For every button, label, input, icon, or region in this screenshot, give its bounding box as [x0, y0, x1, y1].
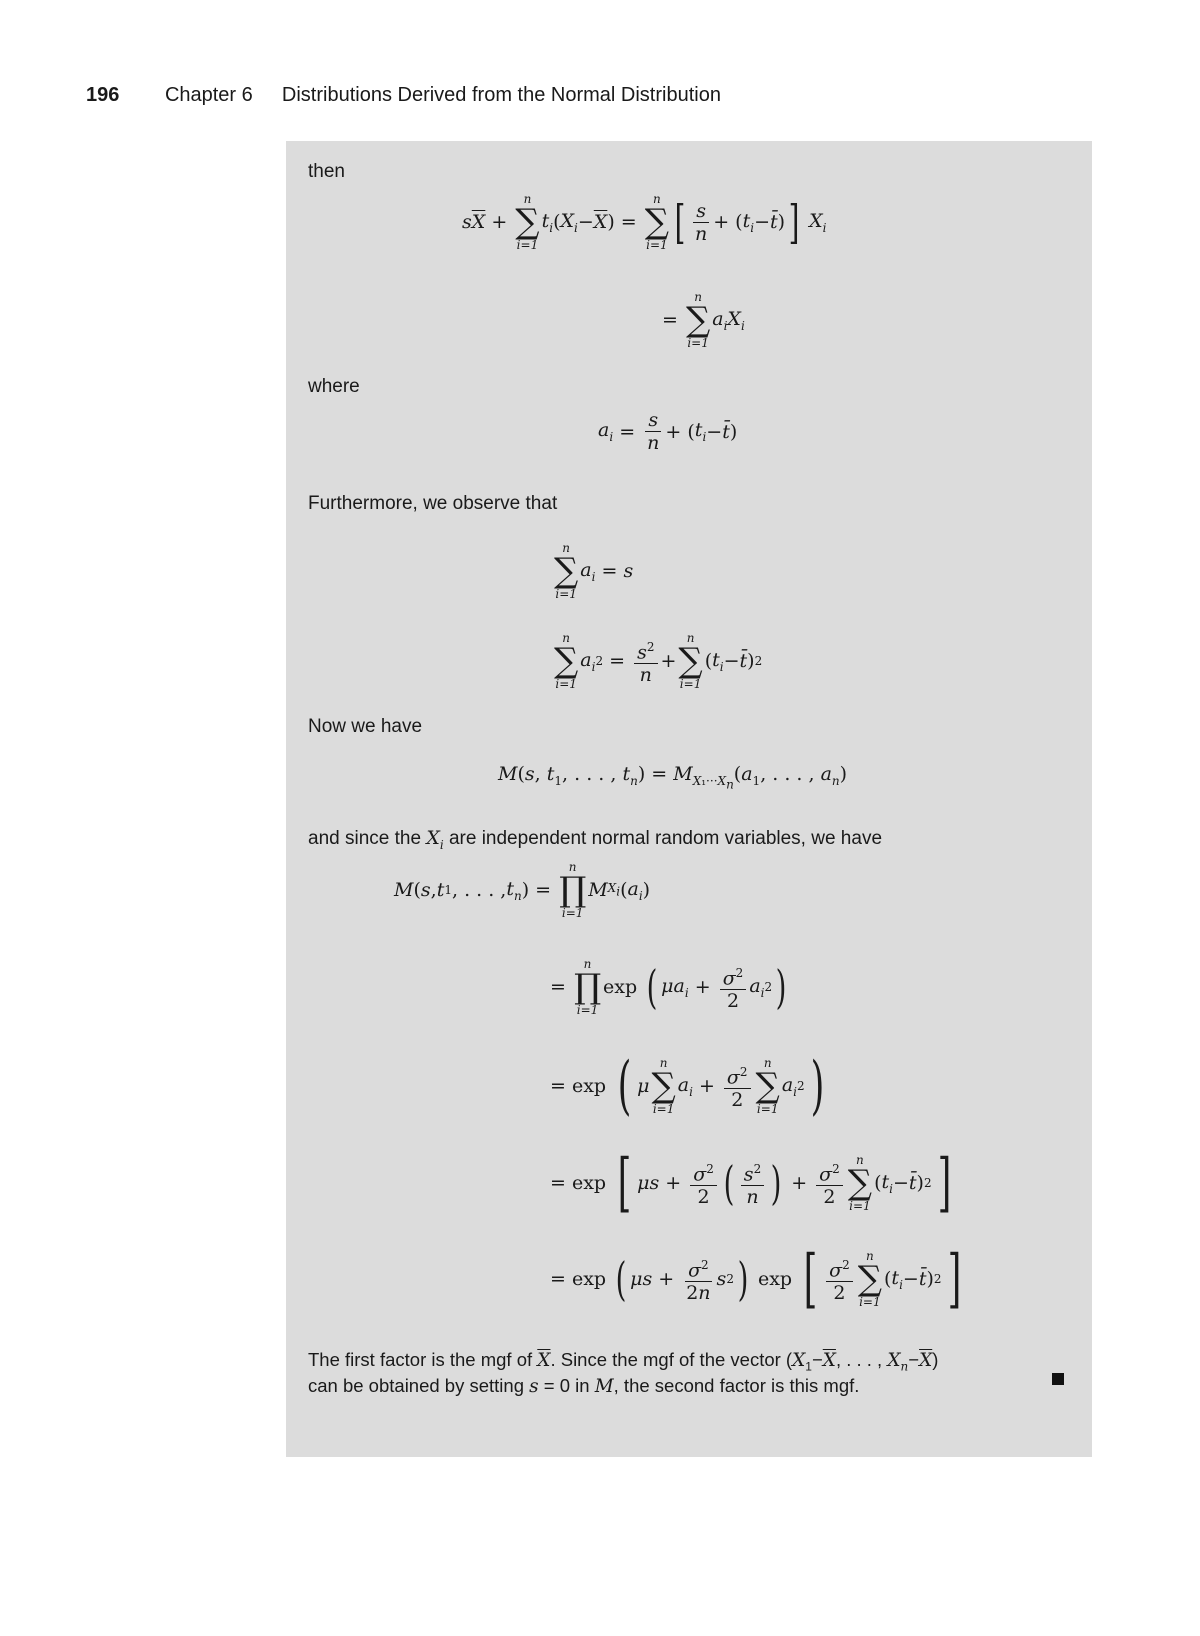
- equation-sum-ai: n ∑ i=1 $a_i$ = s: [554, 541, 634, 601]
- text-and-since: and since the $X_i$ are independent normal random variables, we have: [308, 827, 883, 852]
- text-furthermore: Furthermore, we observe that: [308, 493, 558, 514]
- equation-sum-aixi: = n ∑ i=1 $a_iX_i$: [662, 290, 745, 350]
- equation-exp-factored: = exp ( μs + $\frac{\sigma^2}{2n}$ s 2 ) exp [ $\frac{\sigma^2}{2}$ n ∑ i=1 ( $t_i$ − t̄ ) 2 ]: [550, 1242, 961, 1316]
- text-then: then: [308, 161, 345, 182]
- text-where: where: [308, 376, 360, 397]
- equation-product-mgf: M ( s , t 1 , . . . , $t_n$ ) = n ∏ i=1 M $X_i$ ( $a_i$ ): [394, 860, 651, 920]
- equation-product-exp: = n ∏ i=1 exp ( $\mu a_i$ + $\frac{\sigma^2}{2}$ $a_i$ 2 ): [550, 957, 787, 1017]
- example-box: [286, 141, 1092, 1457]
- text-closing-line2: can be obtained by setting s = 0 in M, the second factor is this mgf.: [308, 1375, 860, 1397]
- equation-exp-substituted: = exp [ μs + $\frac{\sigma^2}{2}$ ( $\frac{s^2}{n}$ ) + $\frac{\sigma^2}{2}$ n ∑ i=1 ( $t_i$ − t̄ ) 2 ]: [550, 1146, 951, 1220]
- running-header: [86, 84, 1140, 114]
- equation-linear-combination: s $\overline{X}$ + n ∑ i=1 $t_i$ ( $X_i$ − $\overline{X}$ ) = n ∑ i=1 [ $\frac{s}{n}$ + ( $t_i$ − t̄ ) ] $X_i$: [462, 192, 827, 252]
- page-number: 196: [86, 84, 120, 106]
- text-now-we-have: Now we have: [308, 716, 423, 737]
- chapter-title: Distributions Derived from the Normal Distribution: [281, 84, 721, 106]
- equation-mgf-joint: M(s, $t_1$, . . . , $t_n) = M_{X_1\cdot\cdot\cdot X_n}(a_1$, . . . , $a_n$): [498, 763, 848, 792]
- equation-ai-definition: $a_i$ = $\frac{s}{n}$ + ( $t_i$ − t̄ ): [598, 409, 738, 454]
- end-of-proof-square: [1052, 1373, 1064, 1385]
- chapter-label: Chapter 6: [164, 84, 253, 106]
- equation-sum-ai-squared: n ∑ i=1 $a_i$ 2 = $\frac{s^2}{n}$ + n ∑ i=1 ( $t_i$ − t̄ ) 2: [554, 631, 763, 691]
- text-closing-line1: The first factor is the mgf of $\overline{X}$. Since the mgf of the vector ($X_1-\overline{X}$, . . . , $X_n-\overline{X}$): [308, 1349, 939, 1374]
- equation-exp-sums: = exp ( μ n ∑ i=1 $a_i$ + $\frac{\sigma^2}{2}$ n ∑ i=1 $a_i$ 2 ): [550, 1049, 824, 1123]
